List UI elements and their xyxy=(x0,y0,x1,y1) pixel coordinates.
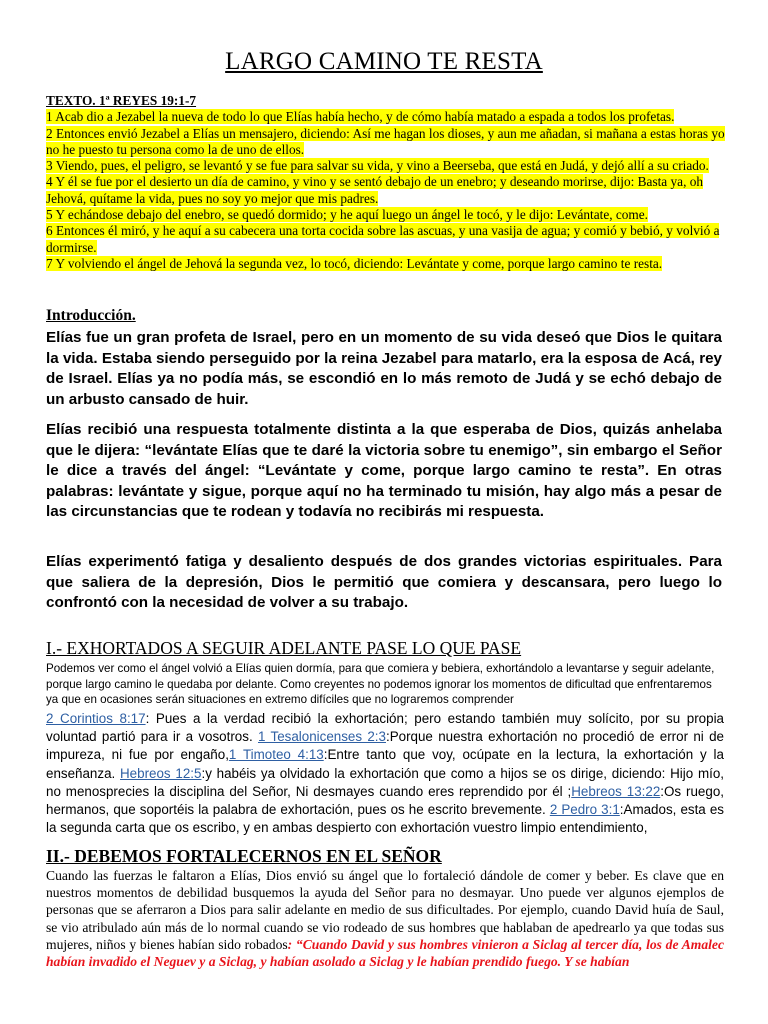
verse-3: 3 Viendo, pues, el peligro, se levantó y se fue para salvar su vida, y vino a Beerseba, que está en Judá, y dejó allí a su criado. xyxy=(46,158,709,174)
ref-link-hebreos-12[interactable]: Hebreos 12:5 xyxy=(120,765,202,781)
section-1-references xyxy=(46,710,724,837)
intro-paragraph-1: Elías fue un gran profeta de Israel, pero en un momento de su vida deseó que Dios le quitara la vida. Estaba siendo perseguido por la reina Jezabel para matarlo, era la esposa de Acá, rey de Israel. Elías ya no podía más, se escondió en lo más remoto de Judá y se echó debajo de un arbusto cansado de huir. xyxy=(46,329,722,408)
section-2-heading: II.- DEBEMOS FORTALECERNOS EN EL SEÑOR xyxy=(46,846,442,866)
ref-text-1-timoteo: :Entre tanto que voy, ocúpate en la lectura, la exhortación y la enseñanza. xyxy=(46,747,724,781)
ref-text-hebreos-12: :y habéis ya olvidado la exhortación que como a hijos se os dirige, diciendo: Hijo mío, no menosprecies la disciplina del Señor, Ni desmayes cuando eres reprendido por él ; xyxy=(46,765,724,799)
ref-link-1-tesalonicenses[interactable]: 1 Tesalonicenses 2:3 xyxy=(257,729,386,745)
verse-4: 4 Y él se fue por el desierto un día de camino, y vino y se sentó debajo de un enebro; y deseando morirse, dijo: Basta ya, oh Jehová, quítame la vida, pues no soy yo mejor que mis padres. xyxy=(46,174,704,206)
ref-link-1-timoteo[interactable]: 1 Timoteo 4:13 xyxy=(228,747,324,763)
intro-paragraph-2: Elías recibió una respuesta totalmente distinta a la que esperaba de Dios, quizás anhelaba que le dijera: “levántate Elías que te daré la victoria sobre tu enemigo”, sin embargo el Señor le dice a través del ángel: “Levántate y come, porque largo camino te resta”. En otras palabras: levántate y sigue, porque aquí no ha terminado tu misión, hay algo más a pesar de las circunstancias que te rodean y todavía no recibirás mi respuesta. xyxy=(46,421,722,521)
verse-1: 1 Acab dio a Jezabel la nueva de todo lo que Elías había hecho, y de cómo había matado a espada a todos los profetas. xyxy=(46,109,675,125)
ref-text-2-corintios: : Pues a la verdad recibió la exhortación; pero estando también muy solícito, por su propia voluntad partió para ir a vosotros. xyxy=(46,711,724,745)
section-1-heading: I.- EXHORTADOS A SEGUIR ADELANTE PASE LO QUE PASE xyxy=(46,638,522,658)
ref-text-2-pedro: :Amados, esta es la segunda carta que os escribo, y en ambas despierto con exhortación vuestro limpio entendimiento, xyxy=(46,802,724,836)
ref-link-2-corintios[interactable]: 2 Corintios 8:17 xyxy=(46,711,146,726)
verse-6: 6 Entonces él miró, y he aquí a su cabecera una torta cocida sobre las ascuas, y una vasija de agua; y comió y bebió, y volvió a dormirse. xyxy=(46,223,720,255)
scripture-reference: TEXTO. 1ª REYES 19:1-7 xyxy=(46,93,197,108)
intro-paragraph-3: Elías experimentó fatiga y desaliento después de dos grandes victorias espirituales. Para que saliera de la depresión, Dios le permitió que comiera y descansara, pero luego lo confrontó con la necesidad de volver a su trabajo. xyxy=(46,553,722,612)
scripture-block xyxy=(46,93,726,272)
verse-7: 7 Y volviendo el ángel de Jehová la segunda vez, lo tocó, diciendo: Levántate y come, porque largo camino te resta. xyxy=(46,255,663,271)
page-title: LARGO CAMINO TE RESTA xyxy=(225,48,543,75)
ref-text-1-tesalonicenses: :Porque nuestra exhortación no procedió de error ni de impureza, ni fue por engaño, xyxy=(46,729,724,763)
verse-2: 2 Entonces envió Jezabel a Elías un mensajero, diciendo: Así me hagan los dioses, y aun me añadan, si mañana a estas horas yo no he puesto tu persona como la de uno de ellos. xyxy=(46,125,725,157)
ref-link-hebreos-13[interactable]: Hebreos 13:22 xyxy=(571,783,661,799)
verse-5: 5 Y echándose debajo del enebro, se quedó dormido; y he aquí luego un ángel le tocó, y le dijo: Levántate, come. xyxy=(46,207,648,223)
intro-heading: Introducción. xyxy=(46,307,136,324)
section-2-text: Cuando las fuerzas le faltaron a Elías, Dios envió su ángel que lo fortaleció dándole de comer y beber. Es clave que en nuestros momentos de debilidad busquemos la ayuda del Señor para no desmayar. Uno puede ver algunos ejemplos de personas que se aferraron a Dios para salir adelante en medio de sus dificultades. Por ejemplo, cuando David huía de Saul, se vio atribulado aún más de lo normal cuando se vio rodeado de sus hombres que hablaban de apedrearlo ya que todas sus mujeres, niños y bienes habían sido robados xyxy=(46,868,724,952)
ref-link-2-pedro[interactable]: 2 Pedro 3:1 xyxy=(549,802,620,818)
section-2-body xyxy=(46,867,724,970)
section-1-summary: Podemos ver como el ángel volvió a Elías quien dormía, para que comiera y bebiera, exhortándolo a levantarse y seguir adelante, porque largo camino le quedaba por delante. Como creyentes no podemos ignorar los momentos de dificultad que enfrentaremos ya que en ocasiones serán situaciones en extremo difíciles que no lograremos comprender xyxy=(46,662,715,706)
ref-text-hebreos-13: :Os ruego, hermanos, que soportéis la palabra de exhortación, pues os he escrito brevemente. xyxy=(46,783,724,818)
section-2-quote: : “Cuando David y sus hombres vinieron a Siclag al tercer día, los de Amalec habían invadido el Neguev y a Siclag, y habían asolado a Siclag y le habían prendido fuego. Y se habían xyxy=(46,936,724,970)
